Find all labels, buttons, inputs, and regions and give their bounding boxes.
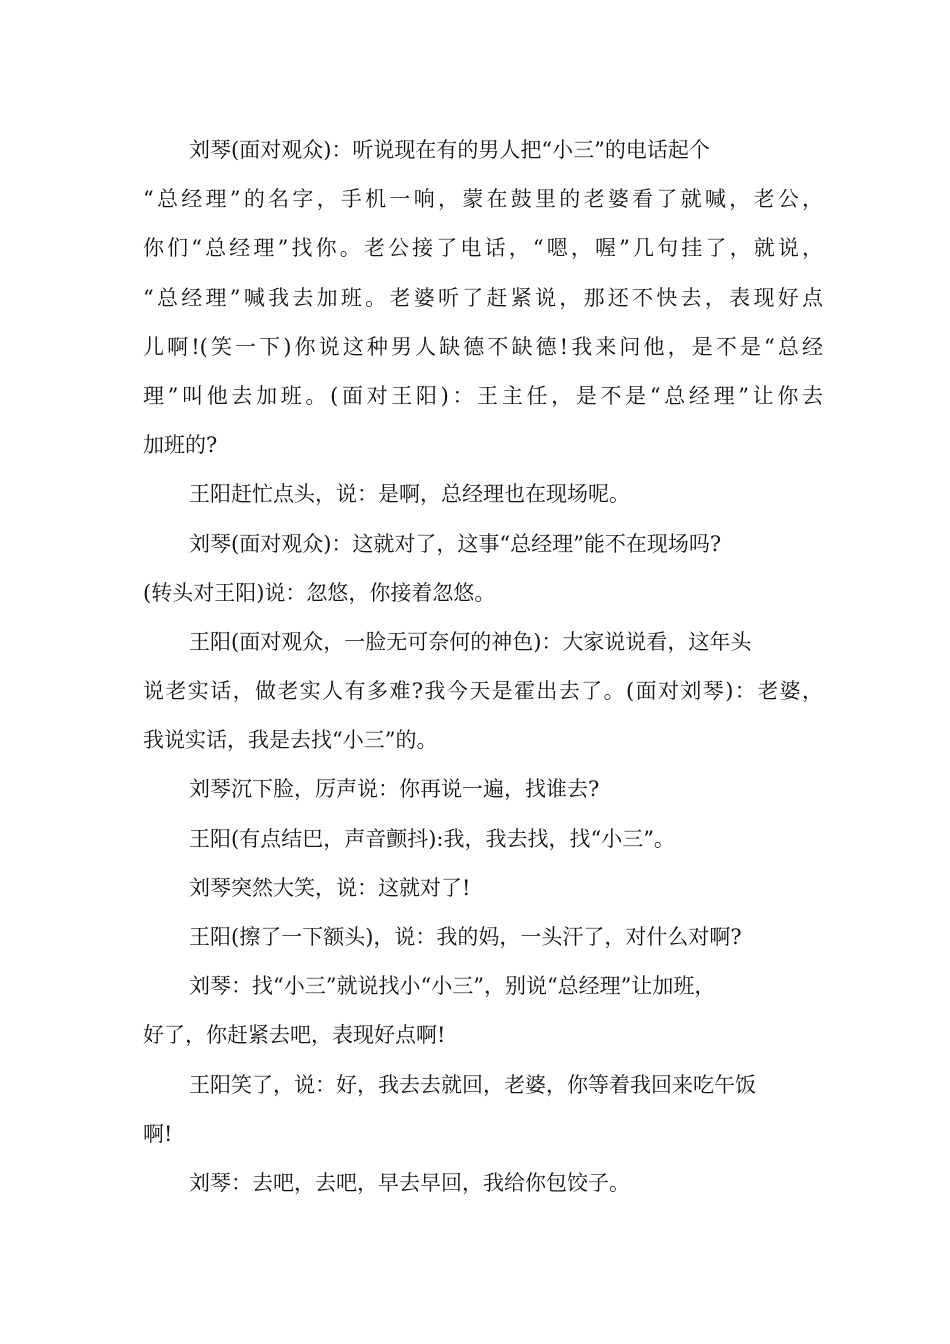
text-line: 刘琴沉下脸，厉声说：你再说一遍，找谁去? — [189, 777, 600, 802]
paragraph — [143, 470, 823, 519]
paragraph — [143, 1159, 823, 1208]
paragraph — [143, 765, 823, 814]
text-line: 王阳(面对观众，一脸无可奈何的神色)：大家说说看，这年头 — [189, 629, 752, 654]
text-line: 刘琴：去吧，去吧，早去早回，我给你包饺子。 — [189, 1170, 630, 1195]
text-line: “总经理”喊我去加班。老婆听了赶紧说，那还不快去，表现好点 — [143, 285, 823, 310]
text-line: (转头对王阳)说：忽悠，你接着忽悠。 — [143, 580, 496, 605]
text-line: 王阳(擦了一下额头)，说：我的妈，一头汗了，对什么对啊? — [189, 925, 742, 949]
text-line: “总经理”的名字，手机一响，蒙在鼓里的老婆看了就喊，老公， — [143, 187, 823, 212]
paragraph — [143, 962, 823, 1060]
text-line: 加班的? — [143, 433, 218, 458]
text-line: 儿啊!(笑一下)你说这种男人缺德不缺德!我来问他，是不是“总经 — [143, 334, 823, 359]
paragraph — [143, 815, 823, 864]
paragraph — [143, 1061, 823, 1159]
text-line: 啊! — [143, 1121, 173, 1146]
dialogue-body — [143, 126, 823, 1208]
text-line: 王阳赶忙点头，说：是啊，总经理也在现场呢。 — [189, 482, 630, 507]
text-line: 刘琴：找“小三”就说找小“小三”，别说“总经理”让加班， — [189, 974, 716, 999]
text-line: 刘琴(面对观众)：听说现在有的男人把“小三”的电话起个 — [189, 138, 710, 162]
text-line: 刘琴突然大笑，说：这就对了! — [189, 875, 471, 900]
text-line: 理”叫他去加班。(面对王阳)：王主任，是不是“总经理”让你去 — [143, 383, 823, 408]
text-line: 好了，你赶紧去吧，表现好点啊! — [143, 1023, 446, 1048]
paragraph — [143, 913, 823, 962]
text-line: 王阳(有点结巴，声音颤抖):我，我去找，找“小三”。 — [189, 826, 675, 851]
text-line: 你们“总经理”找你。老公接了电话，“嗯，喔”几句挂了，就说， — [143, 236, 823, 261]
text-line: 刘琴(面对观众)：这就对了，这事“总经理”能不在现场吗? — [189, 531, 722, 556]
paragraph — [143, 864, 823, 913]
paragraph — [143, 126, 823, 470]
text-line: 王阳笑了，说：好，我去去就回，老婆，你等着我回来吃午饭 — [189, 1072, 756, 1097]
paragraph — [143, 520, 823, 618]
text-line: 我说实话，我是去找“小三”的。 — [143, 728, 438, 753]
text-line: 说老实话，做老实人有多难?我今天是霍出去了。(面对刘琴)：老婆， — [143, 679, 823, 704]
paragraph — [143, 618, 823, 766]
